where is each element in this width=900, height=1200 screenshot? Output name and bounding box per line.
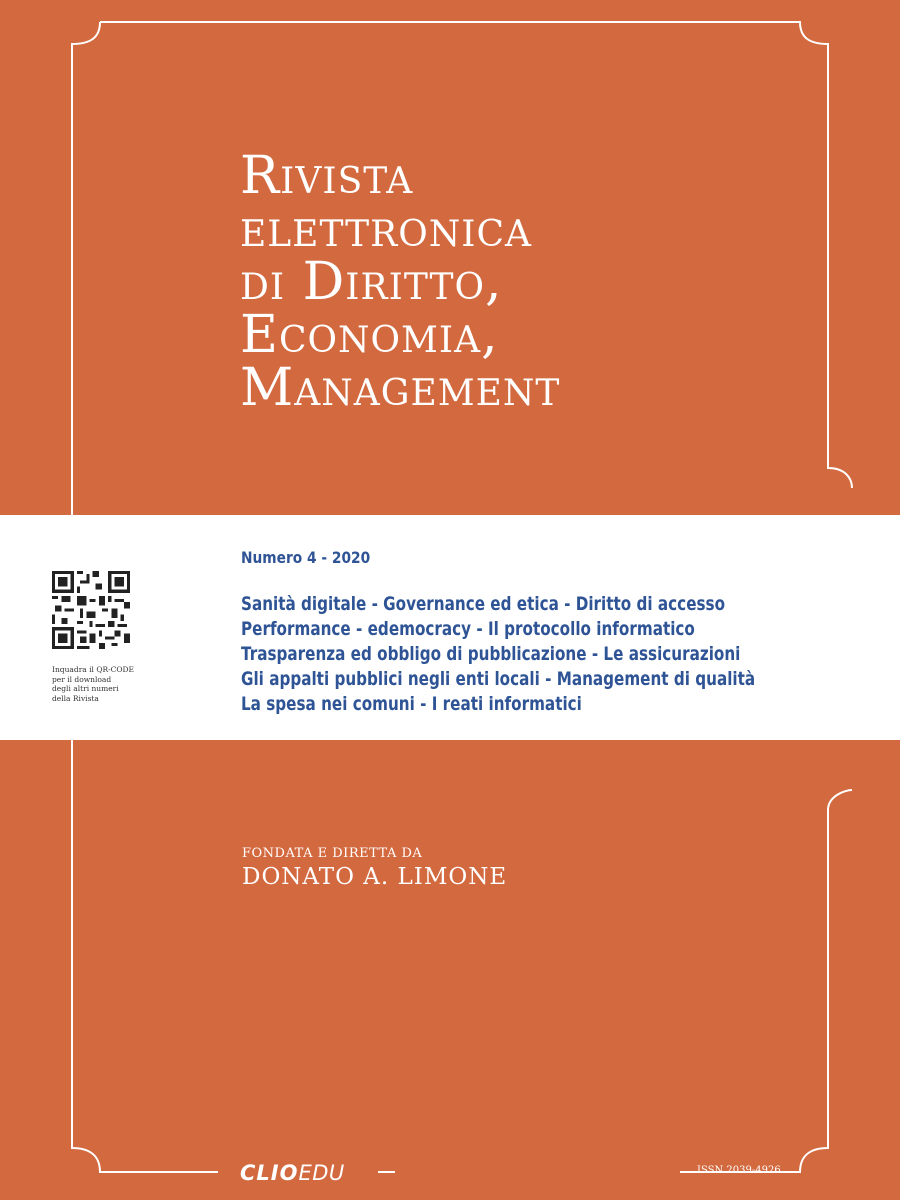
qr-caption-line: per il download (52, 674, 112, 684)
title-line: Economia, (240, 305, 499, 365)
topic-line: La spesa nei comuni - I reati informatici (241, 693, 582, 715)
topic-line: Performance - edemocracy - Il protocollo informatico (241, 618, 695, 640)
issue-number: Numero 4 - 2020 (241, 548, 371, 567)
qr-caption (52, 665, 152, 703)
topic-line: Trasparenza ed obbligo di pubblicazione - Le assicurazioni (241, 643, 741, 665)
issn-number: ISSN 2039-4926 (697, 1165, 781, 1176)
publisher-logo-part: EDU (298, 1161, 345, 1185)
topic-line: Sanità digitale - Governance ed etica - Diritto di accesso (241, 593, 726, 615)
publisher-logo (240, 1161, 345, 1185)
qr-caption-line: Inquadra il QR-CODE (52, 665, 135, 674)
journal-title (240, 146, 860, 418)
title-line: elettronica (240, 199, 533, 259)
qr-caption-line: degli altri numeri (52, 684, 119, 693)
title-line: Management (240, 358, 561, 418)
qr-code-icon[interactable] (52, 571, 130, 649)
title-line: Rivista (240, 146, 414, 206)
qr-caption-line: della Rivista (52, 693, 99, 703)
title-line: di Diritto, (240, 252, 503, 312)
director-name: DONATO A. LIMONE (242, 864, 508, 890)
topic-line: Gli appalti pubblici negli enti locali - Management di qualità (241, 668, 756, 690)
topics-list (241, 592, 755, 717)
founded-label: FONDATA E DIRETTA DA (242, 846, 423, 861)
publisher-logo-part: CLIO (240, 1161, 299, 1185)
